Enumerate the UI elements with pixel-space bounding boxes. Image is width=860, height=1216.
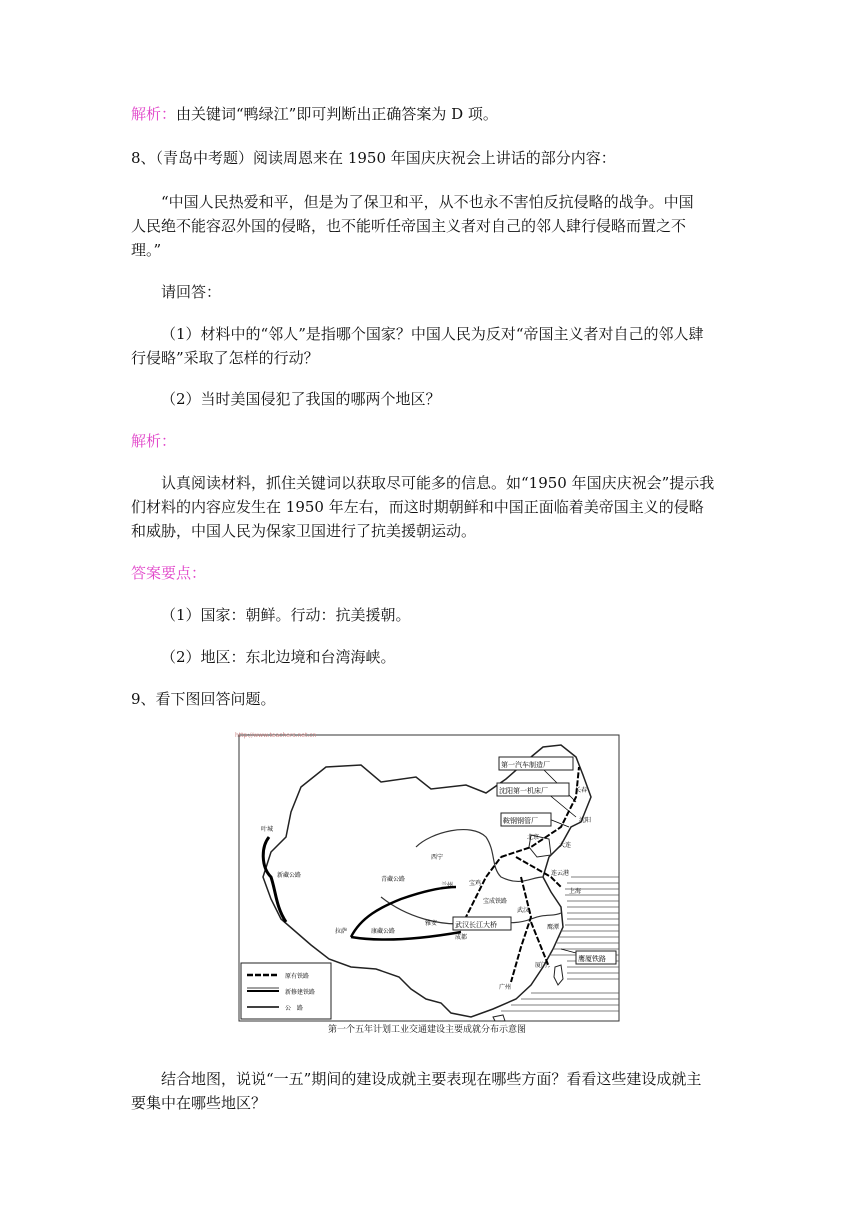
analysis-text: 由关键词“鸭绿江”即可判断出正确答案为 D 项。 [176,105,498,123]
place-shanghai: 上海 [569,888,582,895]
place-baocheng-railway: 宝成铁路 [483,898,508,905]
map-box-yingxia: 鹰厦铁路 [578,955,606,963]
map-caption: 第一个五年计划工业交通建设主要成就分布示意图 [327,1025,526,1035]
place-chengdu: 成都 [455,934,468,941]
question-9-heading: 9、看下图回答问题。 [131,690,276,708]
legend-new-railway: 新修建铁路 [285,989,316,996]
china-map-figure [231,727,623,1035]
question-9-text-line-1: 结合地图，说说“一五”期间的建设成就主要表现在哪些方面？看看这些建设成就主 [161,1070,702,1088]
place-guangzhou: 广州 [499,984,512,991]
place-yecheng: 叶城 [261,826,274,833]
place-beijing: 北京 [527,834,540,841]
place-kangzang-road: 康藏公路 [371,928,396,935]
analysis-label: 解析： [131,105,177,123]
analysis-line-1 [131,104,498,124]
place-lianyungang: 连云港 [551,870,570,877]
quote-line-1: “中国人民热爱和平，但是为了保卫和平，从不也永不害怕反抗侵略的战争。中国 [161,193,694,211]
place-shenyang: 沈阳 [579,817,592,824]
map-watermark: http://www.teachers.net.cn [235,732,317,739]
map-legend [241,963,331,1019]
place-xining: 西宁 [431,854,444,861]
sub-question-1-line-2: 行侵略”采取了怎样的行动？ [131,349,319,367]
quote-line-2: 人民绝不能容忍外国的侵略，也不能听任帝国主义者对自己的邻人肆行侵略而置之不 [131,217,687,235]
answer-point-2: （2）地区：东北边境和台湾海峡。 [161,648,396,666]
place-lhasa: 拉萨 [335,928,348,935]
place-yaan: 雅安 [425,920,438,927]
legend-old-railway: 原有铁路 [285,973,310,980]
map-box-faw: 第一汽车制造厂 [501,761,550,769]
place-qingzang-road: 青藏公路 [381,876,406,883]
please-answer: 请回答： [161,283,222,301]
place-wuhan: 武汉 [517,907,530,914]
map-box-bridge: 武汉长江大桥 [455,921,497,929]
place-dalian: 大连 [559,842,572,849]
answer-point-1: （1）国家：朝鲜。行动：抗美援朝。 [161,606,411,624]
sub-question-1-line-1: （1）材料中的“邻人”是指哪个国家？中国人民为反对“帝国主义者对自己的邻人肆 [161,325,704,343]
question-8-heading: 8、（青岛中考题）阅读周恩来在 1950 年国庆庆祝会上讲话的部分内容： [131,149,616,167]
analysis-label-2: 解析： [131,432,177,450]
place-changchun: 长春 [575,787,588,794]
quote-line-3: 理。” [131,241,162,259]
map-box-anshan: 鞍钢钢管厂 [503,817,538,825]
place-baoji: 宝鸡 [469,880,482,887]
question-9-text-line-2: 要集中在哪些地区？ [131,1094,267,1112]
place-lanzhou: 兰州 [441,882,454,889]
analysis-para-line-2: 们材料的内容应发生在 1950 年左右，而这时期朝鲜和中国正面临着美帝国主义的侵略 [131,498,704,516]
place-xinzang-road: 新藏公路 [277,872,302,879]
map-box-shenyang: 沈阳第一机床厂 [499,787,548,795]
legend-road: 公 路 [285,1005,304,1012]
place-xiamen: 厦门 [535,962,548,969]
analysis-para-line-3: 和威胁，中国人民为保家卫国进行了抗美援朝运动。 [131,522,477,540]
place-yingtan: 鹰潭 [547,924,560,931]
analysis-para-line-1: 认真阅读材料，抓住关键词以获取尽可能多的信息。如“1950 年国庆庆祝会”提示我 [161,474,715,492]
sub-question-2: （2）当时美国侵犯了我国的哪两个地区？ [161,390,441,408]
answer-points-label: 答案要点： [131,564,207,582]
map-svg [231,727,623,1023]
